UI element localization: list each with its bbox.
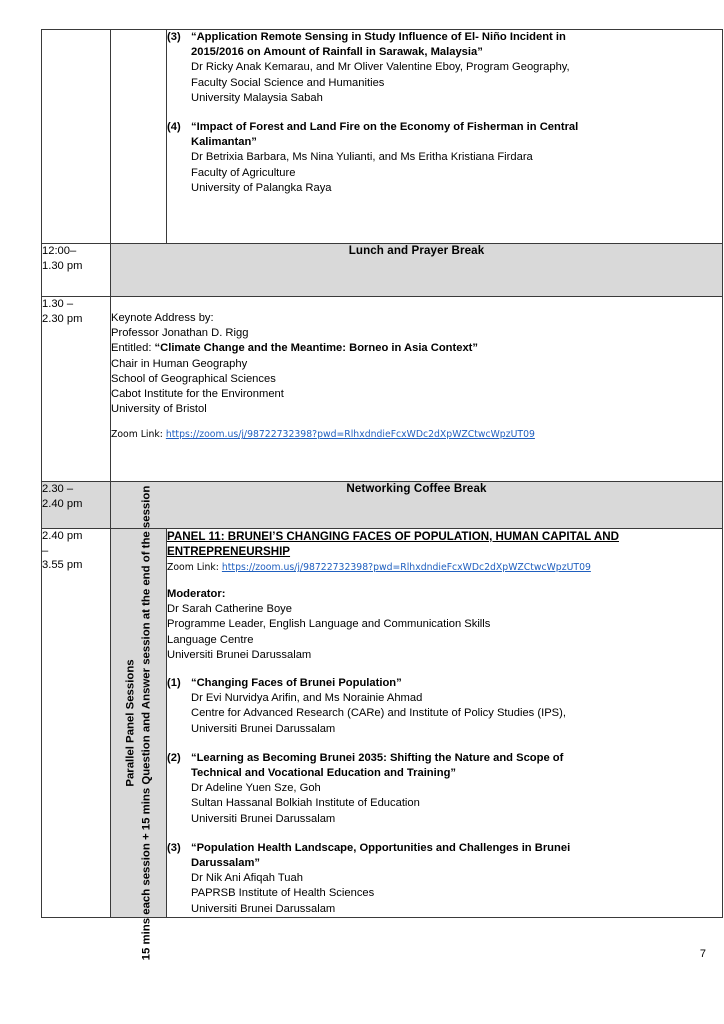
keynote-speaker: Professor Jonathan D. Rigg (111, 327, 249, 340)
table-row-lunch-break (42, 244, 723, 297)
time-cell-panel11 (42, 529, 111, 918)
entry-title-line2: Darussalam” (191, 857, 261, 870)
entry-number: (1) (167, 677, 181, 690)
time-line-1: 2.40 pm (42, 530, 83, 542)
keynote-intro: Keynote Address by: (111, 312, 214, 324)
entry-institution: Universiti Brunei Darussalam (191, 722, 336, 735)
list-item (167, 676, 722, 737)
panel-title (167, 529, 722, 559)
entry-number: (3) (167, 31, 181, 43)
entry-faculty: Faculty of Agriculture (191, 166, 296, 179)
entry-title-line1: “Population Health Landscape, Opportunities and Challenges in Brunei (191, 841, 571, 854)
keynote-entitled-title: “Climate Change and the Meantime: Borneo in Asia Context” (154, 342, 478, 355)
break-label-lunch: Lunch and Prayer Break (111, 244, 723, 297)
vertical-session-label-line2: 15 mins each session + 15 mins Question and Answer session at the end of the session (140, 485, 153, 961)
entry-institution: Universiti Brunei Darussalam (191, 812, 336, 825)
entry-authors: Dr Nik Ani Afiqah Tuah (191, 872, 303, 885)
panel-title-line2: ENTREPRENEURSHIP (167, 545, 291, 558)
zoom-link-label: Zoom Link: (167, 562, 222, 573)
entry-faculty: Centre for Advanced Research (CARe) and Institute of Policy Studies (IPS), (191, 707, 566, 720)
entry-number: (3) (167, 841, 181, 854)
zoom-link-url[interactable]: https://zoom.us/j/98722732398?pwd=RlhxdndieFcxWDc2dXpWZCtwcWpzUT09 (221, 562, 591, 573)
keynote-university: University of Bristol (111, 403, 207, 416)
list-item (167, 841, 722, 917)
entry-authors: Dr Ricky Anak Kemarau, and Mr Oliver Valentine Eboy, Program Geography, (191, 61, 570, 74)
entry-faculty: Faculty Social Science and Humanities (191, 76, 385, 89)
zoom-link-panel11 (167, 561, 722, 574)
table-row-panel11 (42, 529, 723, 918)
zoom-link-label: Zoom Link: (111, 429, 166, 441)
panel-title-line1: PANEL 11: BRUNEI’S CHANGING FACES OF POPULATION, HUMAN CAPITAL AND (167, 530, 619, 543)
time-line-2: 2.30 pm (42, 312, 83, 325)
moderator-role: Programme Leader, English Language and Communication Skills (167, 618, 491, 631)
time-line-2: 2.40 pm (42, 497, 83, 510)
list-item (167, 751, 722, 827)
entry-title-line2: Technical and Vocational Education and Training” (191, 767, 457, 780)
vertical-session-label-line1: Parallel Panel Sessions (124, 659, 137, 787)
entry-faculty: PAPRSB Institute of Health Sciences (191, 887, 375, 900)
time-line-1: 2.30 – (42, 483, 74, 495)
entry-number: (4) (167, 121, 181, 134)
entry-faculty: Sultan Hassanal Bolkiah Institute of Education (191, 797, 420, 810)
keynote-chair: Chair in Human Geography (111, 357, 248, 370)
keynote-institute: Cabot Institute for the Environment (111, 388, 284, 401)
time-cell-coffee (42, 482, 111, 529)
time-cell-keynote (42, 297, 111, 482)
vertical-session-label (123, 486, 155, 961)
entry-authors: Dr Betrixia Barbara, Ms Nina Yulianti, and Ms Eritha Kristiana Firdara (191, 151, 533, 164)
entry-title-line1: “Impact of Forest and Land Fire on the Economy of Fisherman in Central (191, 121, 579, 134)
moderator-org: Universiti Brunei Darussalam (167, 648, 312, 661)
content-cell-panel11 (167, 529, 723, 918)
time-line-1: 1.30 – (42, 298, 74, 310)
content-cell-continued (167, 30, 723, 244)
list-item (167, 120, 722, 196)
entry-authors: Dr Evi Nurvidya Arifin, and Ms Norainie Ahmad (191, 692, 423, 705)
entry-number: (2) (167, 751, 181, 764)
list-item (167, 30, 722, 106)
moderator-unit: Language Centre (167, 633, 254, 646)
time-line-2: 1.30 pm (42, 259, 83, 272)
entry-institution: Universiti Brunei Darussalam (191, 902, 336, 915)
entry-title-line1: “Changing Faces of Brunei Population” (191, 677, 402, 690)
time-dash: – (42, 544, 49, 557)
content-cell-keynote (111, 297, 723, 482)
entry-institution: University Malaysia Sabah (191, 91, 323, 104)
side-cell-parallel-sessions (111, 485, 167, 961)
entry-title-line1: “Learning as Becoming Brunei 2035: Shifting the Nature and Scope of (191, 751, 564, 764)
agenda-table (41, 29, 723, 961)
keynote-school: School of Geographical Sciences (111, 372, 276, 385)
time-cell-lunch (42, 244, 111, 297)
time-cell-continued (42, 30, 111, 244)
entry-authors: Dr Adeline Yuen Sze, Goh (191, 782, 321, 795)
entry-title-line1: “Application Remote Sensing in Study Influence of El- Niño Incident in (191, 31, 566, 43)
entry-title-line2: Kalimantan” (191, 136, 257, 149)
break-label-coffee: Networking Coffee Break (111, 482, 723, 529)
table-row-continued-panel (42, 30, 723, 244)
time-line-2: 3.55 pm (42, 559, 83, 571)
zoom-link-keynote (111, 428, 722, 441)
time-line-1: 12:00– (42, 245, 77, 257)
keynote-entitled-label: Entitled: (111, 342, 155, 355)
entry-title-line2: 2015/2016 on Amount of Rainfall in Sarawak, Malaysia” (191, 46, 483, 59)
moderator-name: Dr Sarah Catherine Boye (167, 603, 292, 616)
zoom-link-url[interactable]: https://zoom.us/j/98722732398?pwd=RlhxdndieFcxWDc2dXpWZCtwcWpzUT09 (165, 429, 535, 441)
moderator-label: Moderator: (167, 588, 226, 600)
page-number: 7 (699, 948, 706, 960)
side-cell-continued (111, 30, 167, 244)
entry-institution: University of Palangka Raya (191, 181, 332, 194)
table-row-keynote (42, 297, 723, 482)
keynote-entitled (111, 341, 722, 356)
